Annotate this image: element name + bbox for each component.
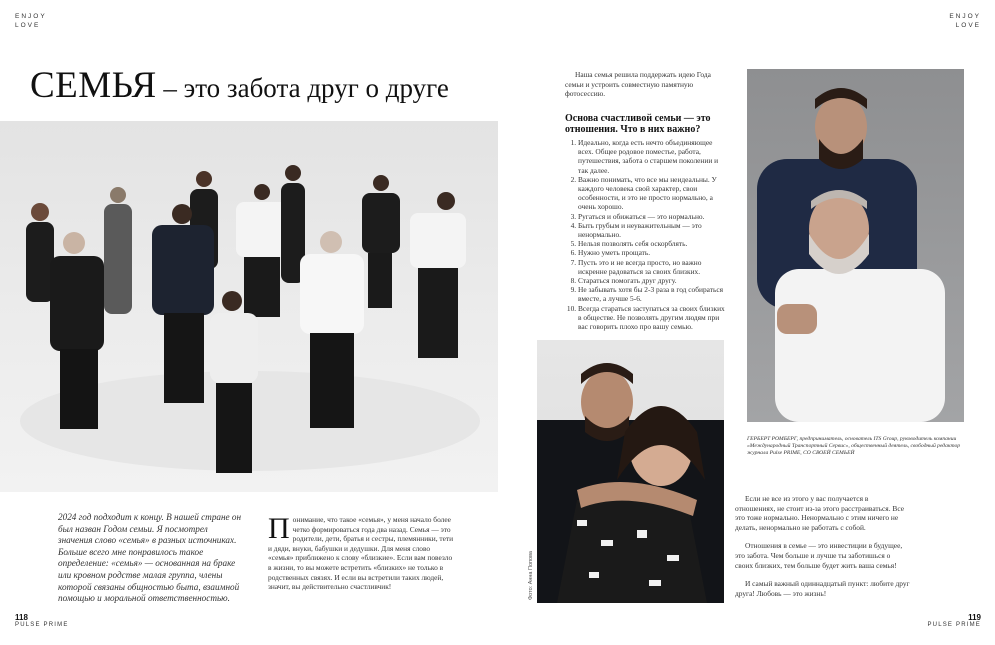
advice-list xyxy=(565,138,728,331)
footer-left xyxy=(15,613,69,628)
section-subhead: Основа счастливой семьи — это отношения. Что в них важно? xyxy=(565,113,711,135)
photo-caption: ГЕРБЕРТ РОМБЕРГ, предприниматель, основатель ITS Group, руководитель компании «Международный Транспортный Сервис», общественный деятель, свободный редактор журнала Pulse PRIME, СО СВОЕЙ СЕМЬЕЙ xyxy=(747,436,961,456)
photo-credit: Фото: Анна Попова xyxy=(528,551,534,600)
header-right xyxy=(949,12,981,30)
page-number-right: 119 xyxy=(968,613,981,622)
right-body-p1: Если не все из этого у вас получается в отношениях, не стоит из-за этого расстраиваться. Все это тоже нормально. Ненормально с этим ничего не делать, ненормально не работать с собой. xyxy=(735,494,904,532)
footer-brand-right: PULSE PRIME xyxy=(927,622,981,628)
left-body-text xyxy=(268,512,455,592)
header-left xyxy=(15,12,47,30)
right-intro-text: Наша семья решила поддержать идею Года семьи и устроить совместную памятную фотосессию. xyxy=(565,70,711,99)
page-number-left: 118 xyxy=(15,613,28,622)
right-body-p3: И самый важный одиннадцатый пункт: любите друг друга! Любовь — это жизнь! xyxy=(735,579,910,598)
header-right-line1: ENJOY xyxy=(949,13,981,20)
header-left-line2: LOVE xyxy=(15,22,41,29)
dropcap-letter: П xyxy=(268,512,290,545)
left-body-content: онимание, что такое «семья», у меня начало более четко формироваться года два назад. Семья — это родители, дети, братья и сестры, племянники, тети и дяди, внуки, бабушки и дедушки. Для меня слово «семья» приближено к слову «близкие». Если вам повезло в жизни, то вы можете встретить «близких» не только в родственных связях. И если вы встретили таких людей, значит, вы действительно счастливчик! xyxy=(268,515,454,592)
list-item: 10. Всегда стараться заступаться за своих близких в обществе. Не позволять другим людям при вас говорить плохо про вашу семью. xyxy=(578,304,728,332)
list-item: 4. Быть грубым и неуважительным — это ненормально. xyxy=(578,221,728,239)
family-group-photo xyxy=(0,121,498,492)
title-main: СЕМЬЯ xyxy=(30,65,157,106)
list-item: 6. Нужно уметь прощать. xyxy=(578,248,728,257)
footer-right xyxy=(927,613,981,628)
father-son-illustration xyxy=(747,69,964,422)
father-son-portrait xyxy=(747,69,964,422)
relationships-section xyxy=(565,113,728,331)
list-item: 3. Ругаться и обижаться — это нормально. xyxy=(578,212,728,221)
title-rest: – это забота друг о друге xyxy=(156,73,449,103)
footer-brand-left: PULSE PRIME xyxy=(15,622,69,628)
header-right-line2: LOVE xyxy=(955,22,981,29)
list-item: 8. Стараться помогать друг другу. xyxy=(578,276,728,285)
page-title xyxy=(30,64,449,107)
header-left-line1: ENJOY xyxy=(15,13,47,20)
list-item: 2. Важно понимать, что все мы неидеальны. У каждого человека свой характер, свои особенности, и это не просто нормально, а очень хорошо. xyxy=(578,175,728,212)
family-group-illustration xyxy=(0,121,498,492)
mother-son-portrait xyxy=(537,340,724,603)
right-body-p2: Отношения в семье — это инвестиции в будущее, это забота. Чем больше и лучше ты заботишься о своих близких, тем больше будет жить ваша семья! xyxy=(735,541,903,570)
right-body-text xyxy=(735,494,910,598)
left-intro-text: 2024 год подходит к концу. В нашей стране он был назван Годом семьи. Я посмотрел значения слово «семья» в разных источниках. Больше всего мне понравилось такое определение: «семья» — основанная на браке или кровном родстве малая группа, члены которой связаны общностью быта, взаимной помощью и моральной ответственностью. xyxy=(58,512,242,604)
list-item: 9. Не забывать хотя бы 2-3 раза в год собираться вместе, а лучше 5-6. xyxy=(578,285,728,303)
list-item: 1. Идеально, когда есть нечто объединяющее всех. Общее родовое поместье, работа, путешествия, забота о старшем поколении и так далее. xyxy=(578,138,728,175)
list-item: 5. Нельзя позволять себя оскорблять. xyxy=(578,239,728,248)
mother-son-illustration xyxy=(537,340,724,603)
list-item: 7. Пусть это и не всегда просто, но важно искренне радоваться за своих близких. xyxy=(578,258,728,276)
